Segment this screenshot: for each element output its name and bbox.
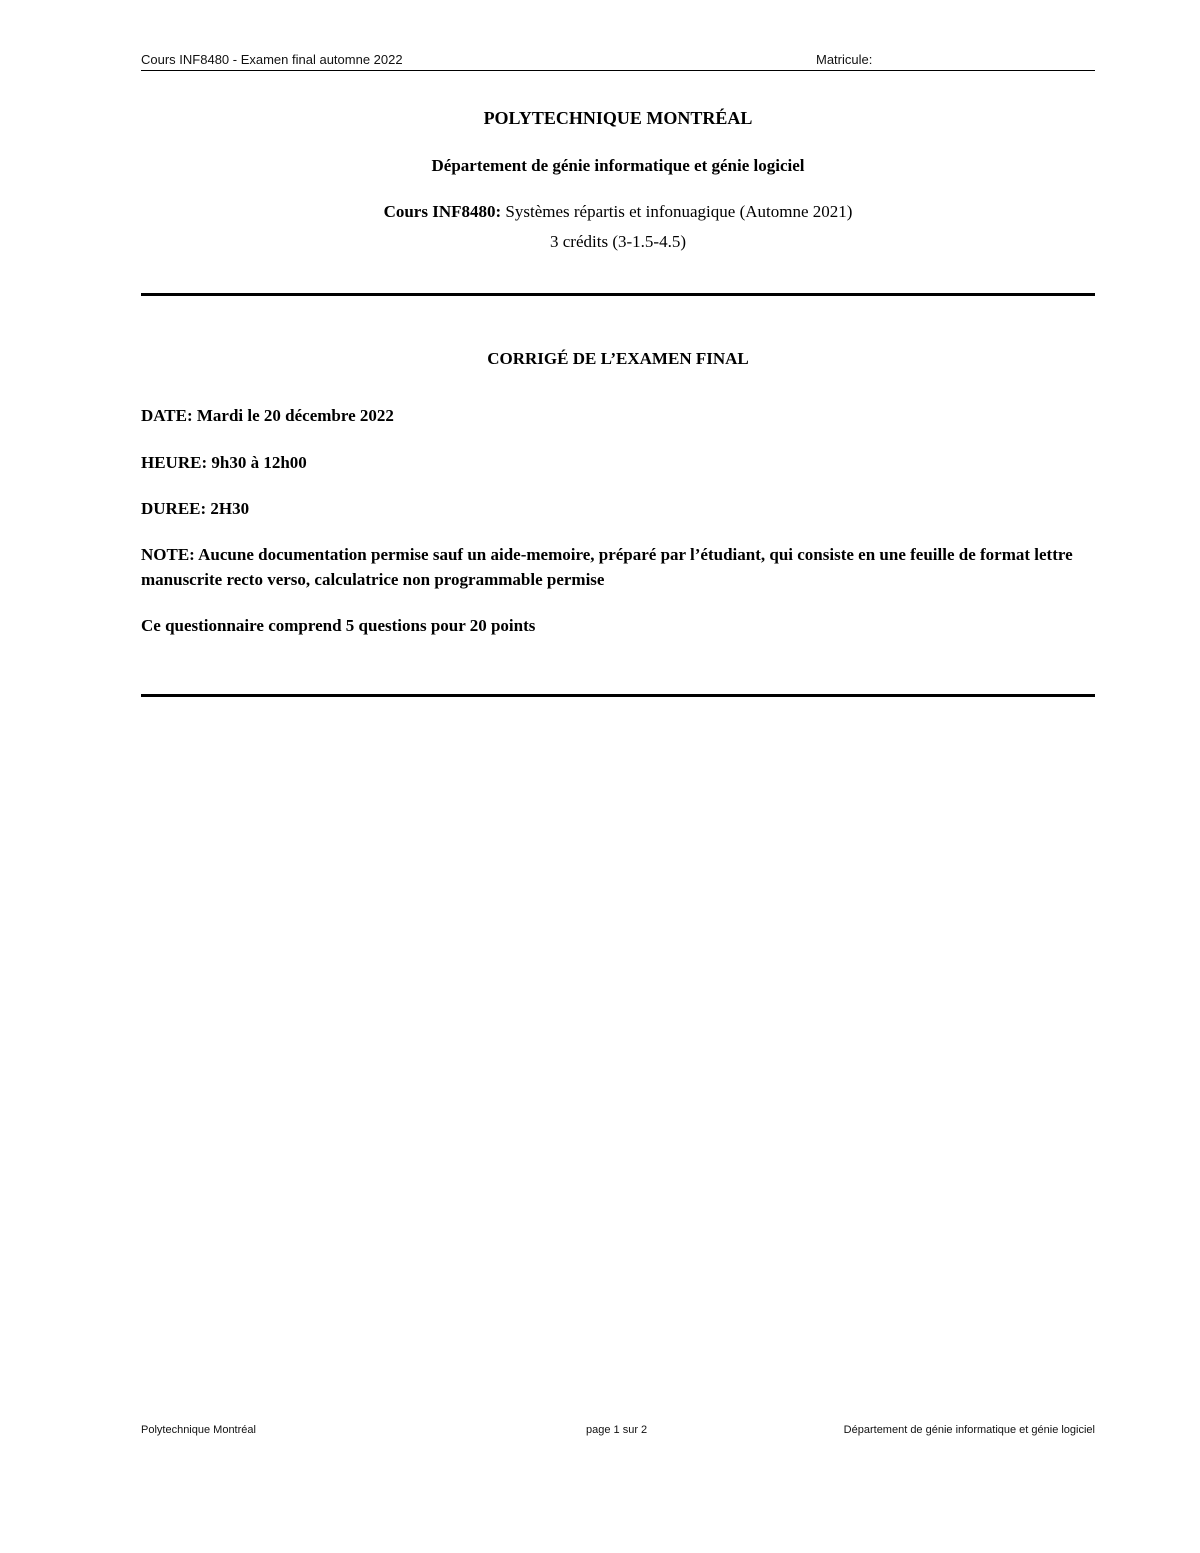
footer-department: Département de génie informatique et génie logiciel <box>843 1424 1095 1436</box>
school-name: POLYTECHNIQUE MONTRÉAL <box>483 108 753 128</box>
header-course-label: Cours INF8480 - Examen final automne 2022 <box>141 52 403 67</box>
section-divider-bottom <box>141 694 1095 697</box>
exam-time: HEURE: 9h30 à 12h00 <box>141 453 307 472</box>
footer-page-number: page 1 sur 2 <box>586 1424 648 1436</box>
course-code: Cours INF8480: <box>383 202 502 221</box>
header-matricule-label: Matricule: <box>816 52 873 67</box>
running-header <box>141 50 1095 72</box>
exam-title: CORRIGÉ DE L’EXAMEN FINAL <box>487 349 749 368</box>
course-title <box>141 202 1095 222</box>
exam-duration: DUREE: 2H30 <box>141 499 250 518</box>
course-name: Systèmes répartis et infonuagique (Automne 2021) <box>501 202 853 221</box>
running-footer <box>141 1424 1095 1442</box>
footer-school: Polytechnique Montréal <box>141 1424 256 1436</box>
header-divider <box>141 70 1095 71</box>
question-count: Ce questionnaire comprend 5 questions pour 20 points <box>141 616 536 635</box>
department-name: Département de génie informatique et génie logiciel <box>431 156 805 175</box>
exam-date: DATE: Mardi le 20 décembre 2022 <box>141 406 394 425</box>
exam-note: NOTE: Aucune documentation permise sauf un aide-memoire, préparé par l’étudiant, qui consiste en une feuille de format lettre manuscrite recto verso, calculatrice non programmable permise <box>141 545 1073 589</box>
course-credits: 3 crédits (3-1.5-4.5) <box>550 232 686 251</box>
section-divider-top <box>141 293 1095 296</box>
